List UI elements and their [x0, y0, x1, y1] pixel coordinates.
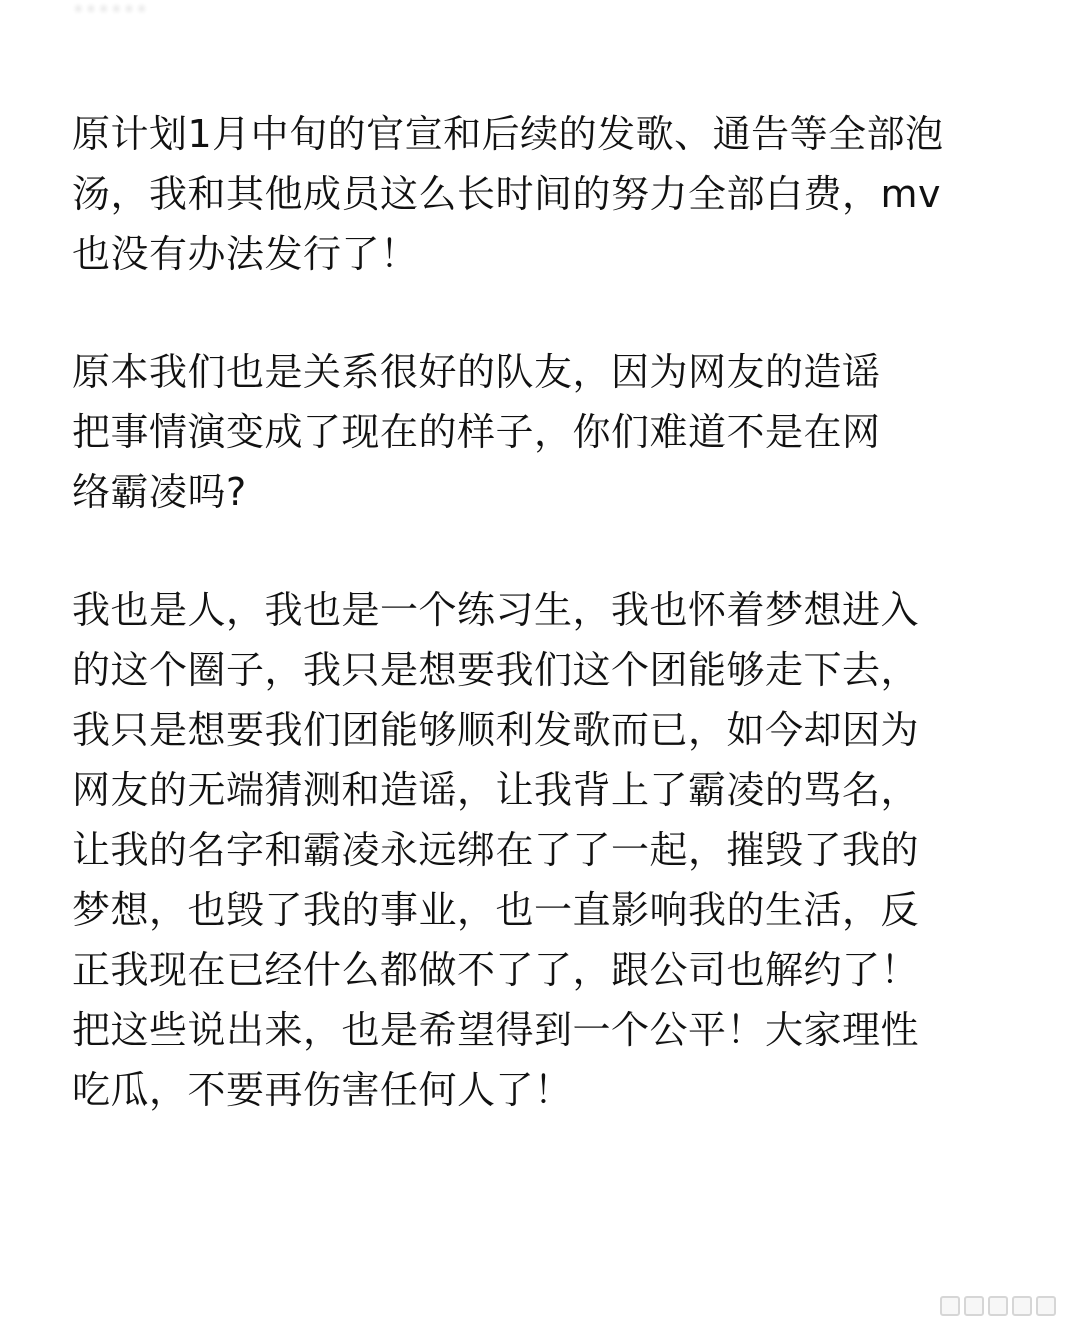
- text-line: 络霸凌吗?: [72, 470, 247, 514]
- text-line: 网友的无端猜测和造谣，让我背上了霸凌的骂名，: [72, 768, 920, 812]
- text-line: 梦想，也毁了我的事业，也一直影响我的生活，反: [72, 888, 920, 932]
- top-cropped-text: [72, 0, 952, 18]
- watermark-square-icon: [1036, 1296, 1056, 1316]
- paragraph-1: [72, 104, 1012, 284]
- text-line: 汤，我和其他成员这么长时间的努力全部白费，mv: [72, 172, 942, 216]
- text-line: 的这个圈子，我只是想要我们这个团能够走下去，: [72, 648, 920, 692]
- text-line: 原本我们也是关系很好的队友，因为网友的造谣: [72, 350, 881, 394]
- article-body: [72, 104, 1012, 1178]
- paragraph-3: [72, 580, 1012, 1120]
- watermark-square-icon: [988, 1296, 1008, 1316]
- watermark-square-icon: [940, 1296, 960, 1316]
- text-line: 原计划1月中旬的官宣和后续的发歌、通告等全部泡: [72, 112, 944, 156]
- text-line: 我也是人，我也是一个练习生，我也怀着梦想进入: [72, 588, 920, 632]
- text-line: 吃瓜，不要再伤害任何人了！: [72, 1068, 573, 1112]
- text-line: 把这些说出来，也是希望得到一个公平！大家理性: [72, 1008, 920, 1052]
- text-line: 让我的名字和霸凌永远绑在了了一起，摧毁了我的: [72, 828, 920, 872]
- watermark-square-icon: [964, 1296, 984, 1316]
- text-line: 也没有办法发行了！: [72, 232, 419, 276]
- paragraph-2: [72, 342, 1012, 522]
- watermark-logo: [940, 1296, 1056, 1316]
- text-line: 把事情演变成了现在的样子，你们难道不是在网: [72, 410, 881, 454]
- watermark-square-icon: [1012, 1296, 1032, 1316]
- text-line: 正我现在已经什么都做不了了，跟公司也解约了！: [72, 948, 920, 992]
- text-line: 我只是想要我们团能够顺利发歌而已，如今却因为: [72, 708, 920, 752]
